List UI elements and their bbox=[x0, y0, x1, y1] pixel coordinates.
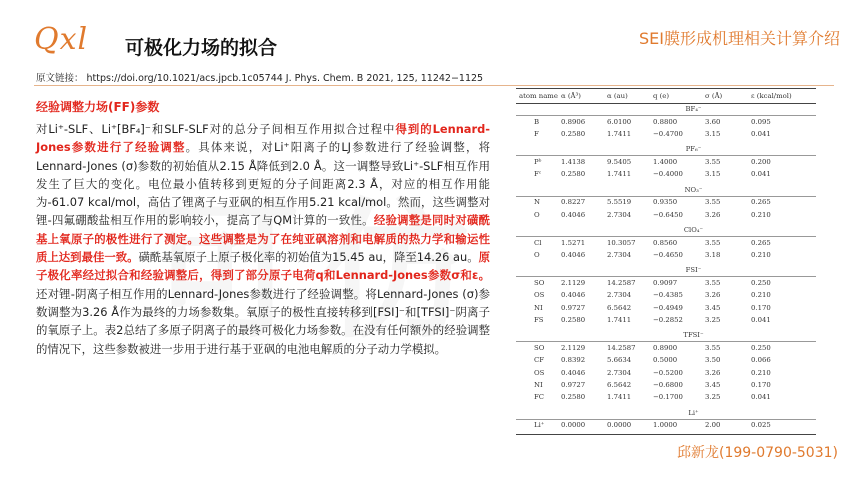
table-row bbox=[516, 196, 816, 208]
table-cell: 0.8227 bbox=[561, 198, 586, 207]
table-cell: 6.5642 bbox=[607, 381, 632, 390]
table-group-header: FSI⁻ bbox=[685, 266, 702, 275]
table-cell: 0.8560 bbox=[653, 238, 678, 247]
table-group-header: BF₄⁻ bbox=[685, 105, 702, 113]
table-group-header: TFSI⁻ bbox=[683, 331, 704, 340]
table-cell: 0.210 bbox=[751, 291, 771, 300]
table-cell: 1.4000 bbox=[653, 157, 678, 166]
table-bottom-rule bbox=[516, 434, 816, 435]
table-cell: 0.2580 bbox=[561, 170, 586, 179]
table-cell: 0.095 bbox=[751, 117, 771, 126]
table-cell: −0.4385 bbox=[653, 291, 683, 300]
table-header-row bbox=[516, 89, 816, 103]
table-cell: 0.2580 bbox=[561, 130, 586, 139]
table-cell: 3.50 bbox=[705, 356, 721, 365]
table-cell: 0.4046 bbox=[561, 250, 586, 259]
highlighted-text: 得到的Lennard-Jones参数进行了经验调整 bbox=[36, 122, 490, 155]
table-cell: 1.7411 bbox=[607, 170, 632, 179]
table-cell: 3.26 bbox=[705, 291, 721, 300]
header-divider bbox=[34, 85, 834, 86]
table-row bbox=[516, 366, 816, 378]
table-cell: Li⁺ bbox=[534, 421, 545, 430]
table-cell: 2.1129 bbox=[561, 278, 586, 287]
table-cell: 0.265 bbox=[751, 198, 771, 207]
table-cell: −0.1700 bbox=[653, 393, 683, 402]
table-cell: 3.25 bbox=[705, 315, 721, 324]
table-cell: 0.210 bbox=[751, 210, 771, 219]
table-cell: 0.0000 bbox=[607, 421, 632, 430]
table-cell: 1.4138 bbox=[561, 157, 586, 166]
table-cell: −0.4650 bbox=[653, 250, 683, 259]
table-cell: FC bbox=[534, 393, 545, 402]
page-title: 可极化力场的拟合 bbox=[125, 37, 278, 59]
table-group-header: Li⁺ bbox=[688, 408, 699, 417]
table-cell: 3.60 bbox=[705, 117, 721, 126]
table-cell: 3.25 bbox=[705, 393, 721, 402]
header-atom-name: atom name bbox=[519, 92, 558, 100]
table-cell: 1.5271 bbox=[561, 238, 586, 247]
table-cell: 14.2587 bbox=[607, 343, 636, 352]
table-cell: Pᵇ bbox=[534, 157, 542, 166]
table-cell: B bbox=[534, 117, 540, 126]
table-cell: 0.041 bbox=[751, 170, 771, 179]
table-row bbox=[516, 168, 816, 180]
table-cell: 0.4046 bbox=[561, 210, 586, 219]
table-cell: 0.9727 bbox=[561, 381, 586, 390]
subheading: 经验调整力场(FF)参数 bbox=[36, 100, 160, 114]
header-sigma: σ (Å) bbox=[705, 92, 723, 100]
table-cell: 0.041 bbox=[751, 315, 771, 324]
table-cell: 2.7304 bbox=[607, 210, 632, 219]
table-cell: Fᶜ bbox=[534, 170, 542, 179]
table-cell: 0.066 bbox=[751, 356, 771, 365]
table-cell: −0.4000 bbox=[653, 170, 683, 179]
table-cell: 3.55 bbox=[705, 198, 721, 207]
table-cell: 0.2580 bbox=[561, 393, 586, 402]
source-link[interactable]: 原文链接： https://doi.org/10.1021/acs.jpcb.1c05744 J. Phys. Chem. B 2021, 125, 11242−1125 bbox=[36, 73, 484, 84]
header-alpha-a3: α (Å³) bbox=[561, 92, 581, 100]
table-cell: 0.265 bbox=[751, 238, 771, 247]
table-row bbox=[516, 236, 816, 248]
table-cell: 3.26 bbox=[705, 368, 721, 377]
table-cell: NI bbox=[534, 303, 543, 312]
table-cell: Cl bbox=[534, 238, 542, 247]
table-row bbox=[516, 379, 816, 391]
highlighted-text: 经验调整是同时对磺酰基上氧原子的极性进行了测定。这些调整是为了在纯亚砜溶剂和电解质的热力学和输运性质上达到最佳一致。 bbox=[36, 213, 490, 265]
header-charge: q (e) bbox=[653, 92, 670, 100]
table-cell: 0.5000 bbox=[653, 356, 678, 365]
table-cell: FS bbox=[534, 315, 544, 324]
table-cell: 0.2580 bbox=[561, 315, 586, 324]
table-row bbox=[516, 249, 816, 261]
table-cell: O bbox=[534, 250, 540, 259]
table-cell: 3.26 bbox=[705, 210, 721, 219]
table-cell: 10.3057 bbox=[607, 238, 636, 247]
table-cell: 3.55 bbox=[705, 343, 721, 352]
table-cell: OS bbox=[534, 368, 545, 377]
table-row bbox=[516, 289, 816, 301]
table-cell: 3.55 bbox=[705, 278, 721, 287]
table-cell: 2.00 bbox=[705, 421, 721, 430]
table-cell: 0.4046 bbox=[561, 291, 586, 300]
table-cell: NI bbox=[534, 381, 543, 390]
table-row bbox=[516, 419, 816, 431]
table-cell: 0.8900 bbox=[653, 343, 678, 352]
table-cell: 3.18 bbox=[705, 250, 721, 259]
table-cell: 0.8800 bbox=[653, 117, 678, 126]
table-cell: 0.8392 bbox=[561, 356, 586, 365]
table-cell: 0.200 bbox=[751, 157, 771, 166]
table-row bbox=[516, 301, 816, 313]
header-epsilon: ε (kcal/mol) bbox=[751, 92, 792, 100]
table-cell: −0.2852 bbox=[653, 315, 683, 324]
table-cell: −0.4700 bbox=[653, 130, 683, 139]
table-cell: O bbox=[534, 210, 540, 219]
table-cell: SO bbox=[534, 343, 545, 352]
table-cell: 0.8906 bbox=[561, 117, 586, 126]
table-cell: 2.7304 bbox=[607, 368, 632, 377]
table-cell: 14.2587 bbox=[607, 278, 636, 287]
table-cell: 0.4046 bbox=[561, 368, 586, 377]
body-text-run: 对Li⁺-SLF、Li⁺[BF₄]⁻和SLF-SLF对的总分子间相互作用拟合过程中 bbox=[36, 122, 396, 136]
table-cell: 0.041 bbox=[751, 393, 771, 402]
table-cell: 2.7304 bbox=[607, 250, 632, 259]
table-cell: 0.025 bbox=[751, 421, 771, 430]
table-cell: 3.15 bbox=[705, 170, 721, 179]
table-row bbox=[516, 391, 816, 403]
table-row bbox=[516, 156, 816, 168]
table-cell: 3.55 bbox=[705, 157, 721, 166]
body-paragraph bbox=[36, 120, 490, 358]
table-cell: 6.5642 bbox=[607, 303, 632, 312]
table-cell: 0.9097 bbox=[653, 278, 678, 287]
parameter-table bbox=[516, 88, 816, 435]
table-cell: 9.5405 bbox=[607, 157, 632, 166]
table-cell: 1.7411 bbox=[607, 130, 632, 139]
table-cell: −0.4949 bbox=[653, 303, 683, 312]
table-row bbox=[516, 314, 816, 326]
table-cell: 3.55 bbox=[705, 238, 721, 247]
body-text-run: 。具体来说，对Li⁺阳离子的LJ参数进行了经验调整，将Lennard-Jones (σ)参数的初始值从2.15 Å降低到2.0 Å。这一调整导致Li⁺-SLF相互作用发生了巨大的变化。电位最小值转移到更短的分子间距离2.3 Å，对应的相互作用能为-61.07 kcal/mol，高估了锂离子与亚砜的相互作用5.21 kcal/mol。然而，这些调整对锂-四氟硼酸盐相互作用的影响较小，提高了与QM计算的一致性。 bbox=[36, 140, 490, 228]
table-cell: −0.6450 bbox=[653, 210, 683, 219]
table-cell: 3.45 bbox=[705, 381, 721, 390]
table-row bbox=[516, 354, 816, 366]
body-text-run: 磺酰基氧原子上原子极化率的初始值为15.45 au，降至14.26 au。 bbox=[138, 250, 479, 265]
table-row bbox=[516, 208, 816, 220]
table-cell: 0.170 bbox=[751, 303, 771, 312]
table-cell: 1.0000 bbox=[653, 421, 678, 430]
highlighted-text: 原子极化率经过拟合和经验调整后，得到了部分原子电荷q和Lennard-Jones参数σ和ε。 bbox=[36, 250, 491, 283]
table-cell: 5.5519 bbox=[607, 198, 632, 207]
table-cell: F bbox=[534, 130, 539, 139]
table-group-header: ClO₄⁻ bbox=[683, 225, 704, 234]
table-cell: 0.210 bbox=[751, 250, 771, 259]
table-cell: 2.1129 bbox=[561, 343, 586, 352]
table-cell: 3.45 bbox=[705, 303, 721, 312]
table-cell: 0.041 bbox=[751, 130, 771, 139]
table-cell: 6.0100 bbox=[607, 117, 632, 126]
table-cell: 5.6634 bbox=[607, 356, 632, 365]
author-contact: 邱新龙(199-0790-5031) bbox=[676, 445, 838, 461]
table-cell: 0.170 bbox=[751, 381, 771, 390]
table-cell: SO bbox=[534, 278, 545, 287]
table-cell: −0.6800 bbox=[653, 381, 683, 390]
table-cell: N bbox=[534, 198, 541, 207]
table-cell: 0.0000 bbox=[561, 421, 586, 430]
table-cell: 3.15 bbox=[705, 130, 721, 139]
logo: Qxl bbox=[34, 22, 89, 57]
table-row bbox=[516, 342, 816, 354]
table-row bbox=[516, 116, 816, 128]
table-cell: 1.7411 bbox=[607, 393, 632, 402]
table-cell: 0.9727 bbox=[561, 303, 586, 312]
table-group-header: NO₃⁻ bbox=[684, 185, 703, 194]
table-row bbox=[516, 128, 816, 140]
body-text-run: 还对锂-阴离子相互作用的Lennard-Jones参数进行了经验调整。将Lennard-Jones (σ)参数调整为3.26 Å作为最终的力场参数集。氧原子的极性直接转移到[FSI]⁻和[TFSI]⁻阴离子的氧原子上。表2总结了多原子阴离子的最终可极化力场参数。在没有任何额外的经验调整的情况下，这些参数被进一步用于进行基于亚砜的电池电解质的分子动力学模拟。 bbox=[36, 286, 490, 356]
table-cell: OS bbox=[534, 291, 545, 300]
table-cell: 0.250 bbox=[751, 278, 771, 287]
table-cell: CF bbox=[534, 356, 545, 365]
table-group-header: PF₆⁻ bbox=[685, 145, 702, 154]
header-alpha-au: α (au) bbox=[607, 92, 628, 100]
table-row bbox=[516, 277, 816, 289]
table-cell: 0.250 bbox=[751, 343, 771, 352]
table-body bbox=[516, 104, 816, 435]
table-cell: 0.210 bbox=[751, 368, 771, 377]
table-cell: 2.7304 bbox=[607, 291, 632, 300]
table-cell: −0.5200 bbox=[653, 368, 683, 377]
section-label: SEI膜形成机理相关计算介绍 bbox=[639, 29, 840, 48]
table-cell: 0.9350 bbox=[653, 198, 678, 207]
table-cell: 1.7411 bbox=[607, 315, 632, 324]
